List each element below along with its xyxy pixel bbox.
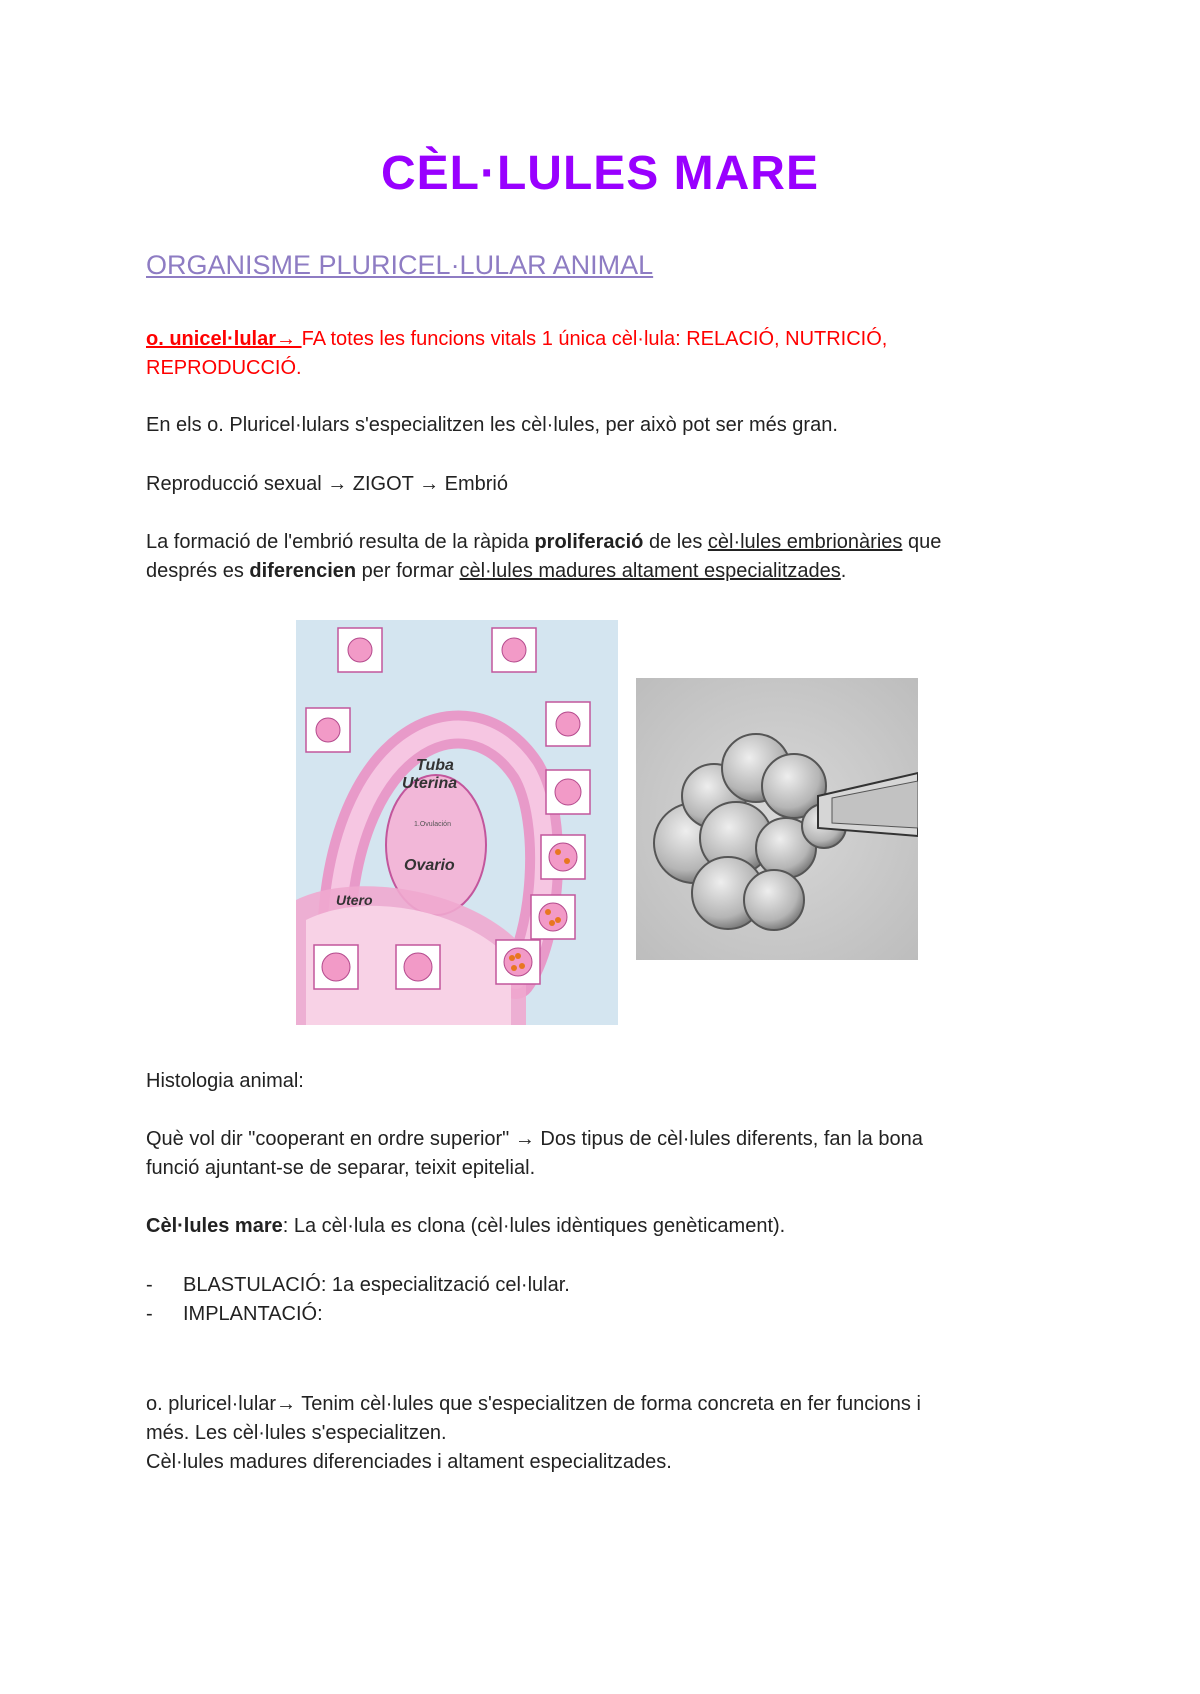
bullet-blastulation: BLASTULACIÓ: 1a especialització cel·lular. bbox=[183, 1274, 570, 1296]
pluricellular-line-1: o. pluricel·lular→ Tenim cèl·lules que s'especialitzen de forma concreta en fer funcions i bbox=[146, 1393, 921, 1415]
diagram-label-ovario: Ovario bbox=[404, 857, 455, 874]
embryo-text-f: després es bbox=[146, 560, 250, 582]
cooperant-line-1: Què vol dir "cooperant en ordre superior" → Dos tipus de cèl·lules diferents, fan la bona bbox=[146, 1128, 923, 1150]
unicellular-text: FA totes les funcions vitals 1 única cèl·lula: RELACIÓ, NUTRICIÓ, bbox=[301, 328, 888, 350]
paragraph-pluricellular: En els o. Pluricel·lulars s'especialitzen les cèl·lules, per això pot ser més gran. bbox=[146, 414, 838, 436]
paragraph-reproduction: Reproducció sexual → ZIGOT → Embrió bbox=[146, 473, 508, 495]
paragraph-unicellular bbox=[146, 325, 1046, 383]
bullet-dash: - bbox=[146, 1274, 153, 1296]
diagram-label-utero: Utero bbox=[336, 892, 373, 908]
term-mature-cells: cèl·lules madures altament especialitzades bbox=[459, 560, 841, 582]
embryo-text-e: que bbox=[902, 531, 942, 553]
stem-cells-text: : La cèl·lula es clona (cèl·lules idèntiques genèticament). bbox=[282, 1215, 786, 1237]
pluricellular-line-3: Cèl·lules madures diferenciades i altament especialitzades. bbox=[146, 1451, 672, 1473]
page-title: CÈL·LULES MARE bbox=[381, 147, 819, 200]
term-differentiate: diferencien bbox=[249, 560, 357, 582]
paragraph-cooperant bbox=[146, 1125, 1046, 1183]
term-proliferation: proliferació bbox=[534, 531, 644, 553]
paragraph-histology: Histologia animal: bbox=[146, 1070, 304, 1092]
embryo-text-c: de les bbox=[643, 531, 708, 553]
diagram-label-ovulation: 1.Ovulación bbox=[414, 821, 451, 828]
embryo-microscope-photo bbox=[636, 678, 918, 960]
embryo-development-diagram bbox=[296, 620, 618, 1025]
pluricellular-line-2: més. Les cèl·lules s'especialitzen. bbox=[146, 1422, 447, 1444]
diagram-label-uterina: Uterina bbox=[402, 775, 458, 792]
term-stem-cells: Cèl·lules mare bbox=[146, 1215, 283, 1237]
paragraph-stem-cells bbox=[146, 1212, 1046, 1241]
bullet-dash: - bbox=[146, 1303, 153, 1325]
bullet-implantation: IMPLANTACIÓ: bbox=[183, 1303, 323, 1325]
term-embryonic-cells: cèl·lules embrionàries bbox=[707, 531, 903, 553]
unicellular-text-2: REPRODUCCIÓ. bbox=[146, 357, 302, 379]
cooperant-line-2: funció ajuntant-se de separar, teixit epitelial. bbox=[146, 1157, 536, 1179]
embryo-text-j: . bbox=[840, 560, 847, 582]
diagram-label-tuba: Tuba bbox=[416, 757, 454, 774]
paragraph-pluricellular-2 bbox=[146, 1390, 1046, 1477]
paragraph-embryo bbox=[146, 528, 1046, 586]
term-unicellular: o. unicel·lular→ bbox=[146, 328, 302, 350]
section-heading: ORGANISME PLURICEL·LULAR ANIMAL bbox=[146, 250, 654, 280]
embryo-text-h: per formar bbox=[356, 560, 460, 582]
embryo-text-a: La formació de l'embrió resulta de la ràpida bbox=[146, 531, 535, 553]
